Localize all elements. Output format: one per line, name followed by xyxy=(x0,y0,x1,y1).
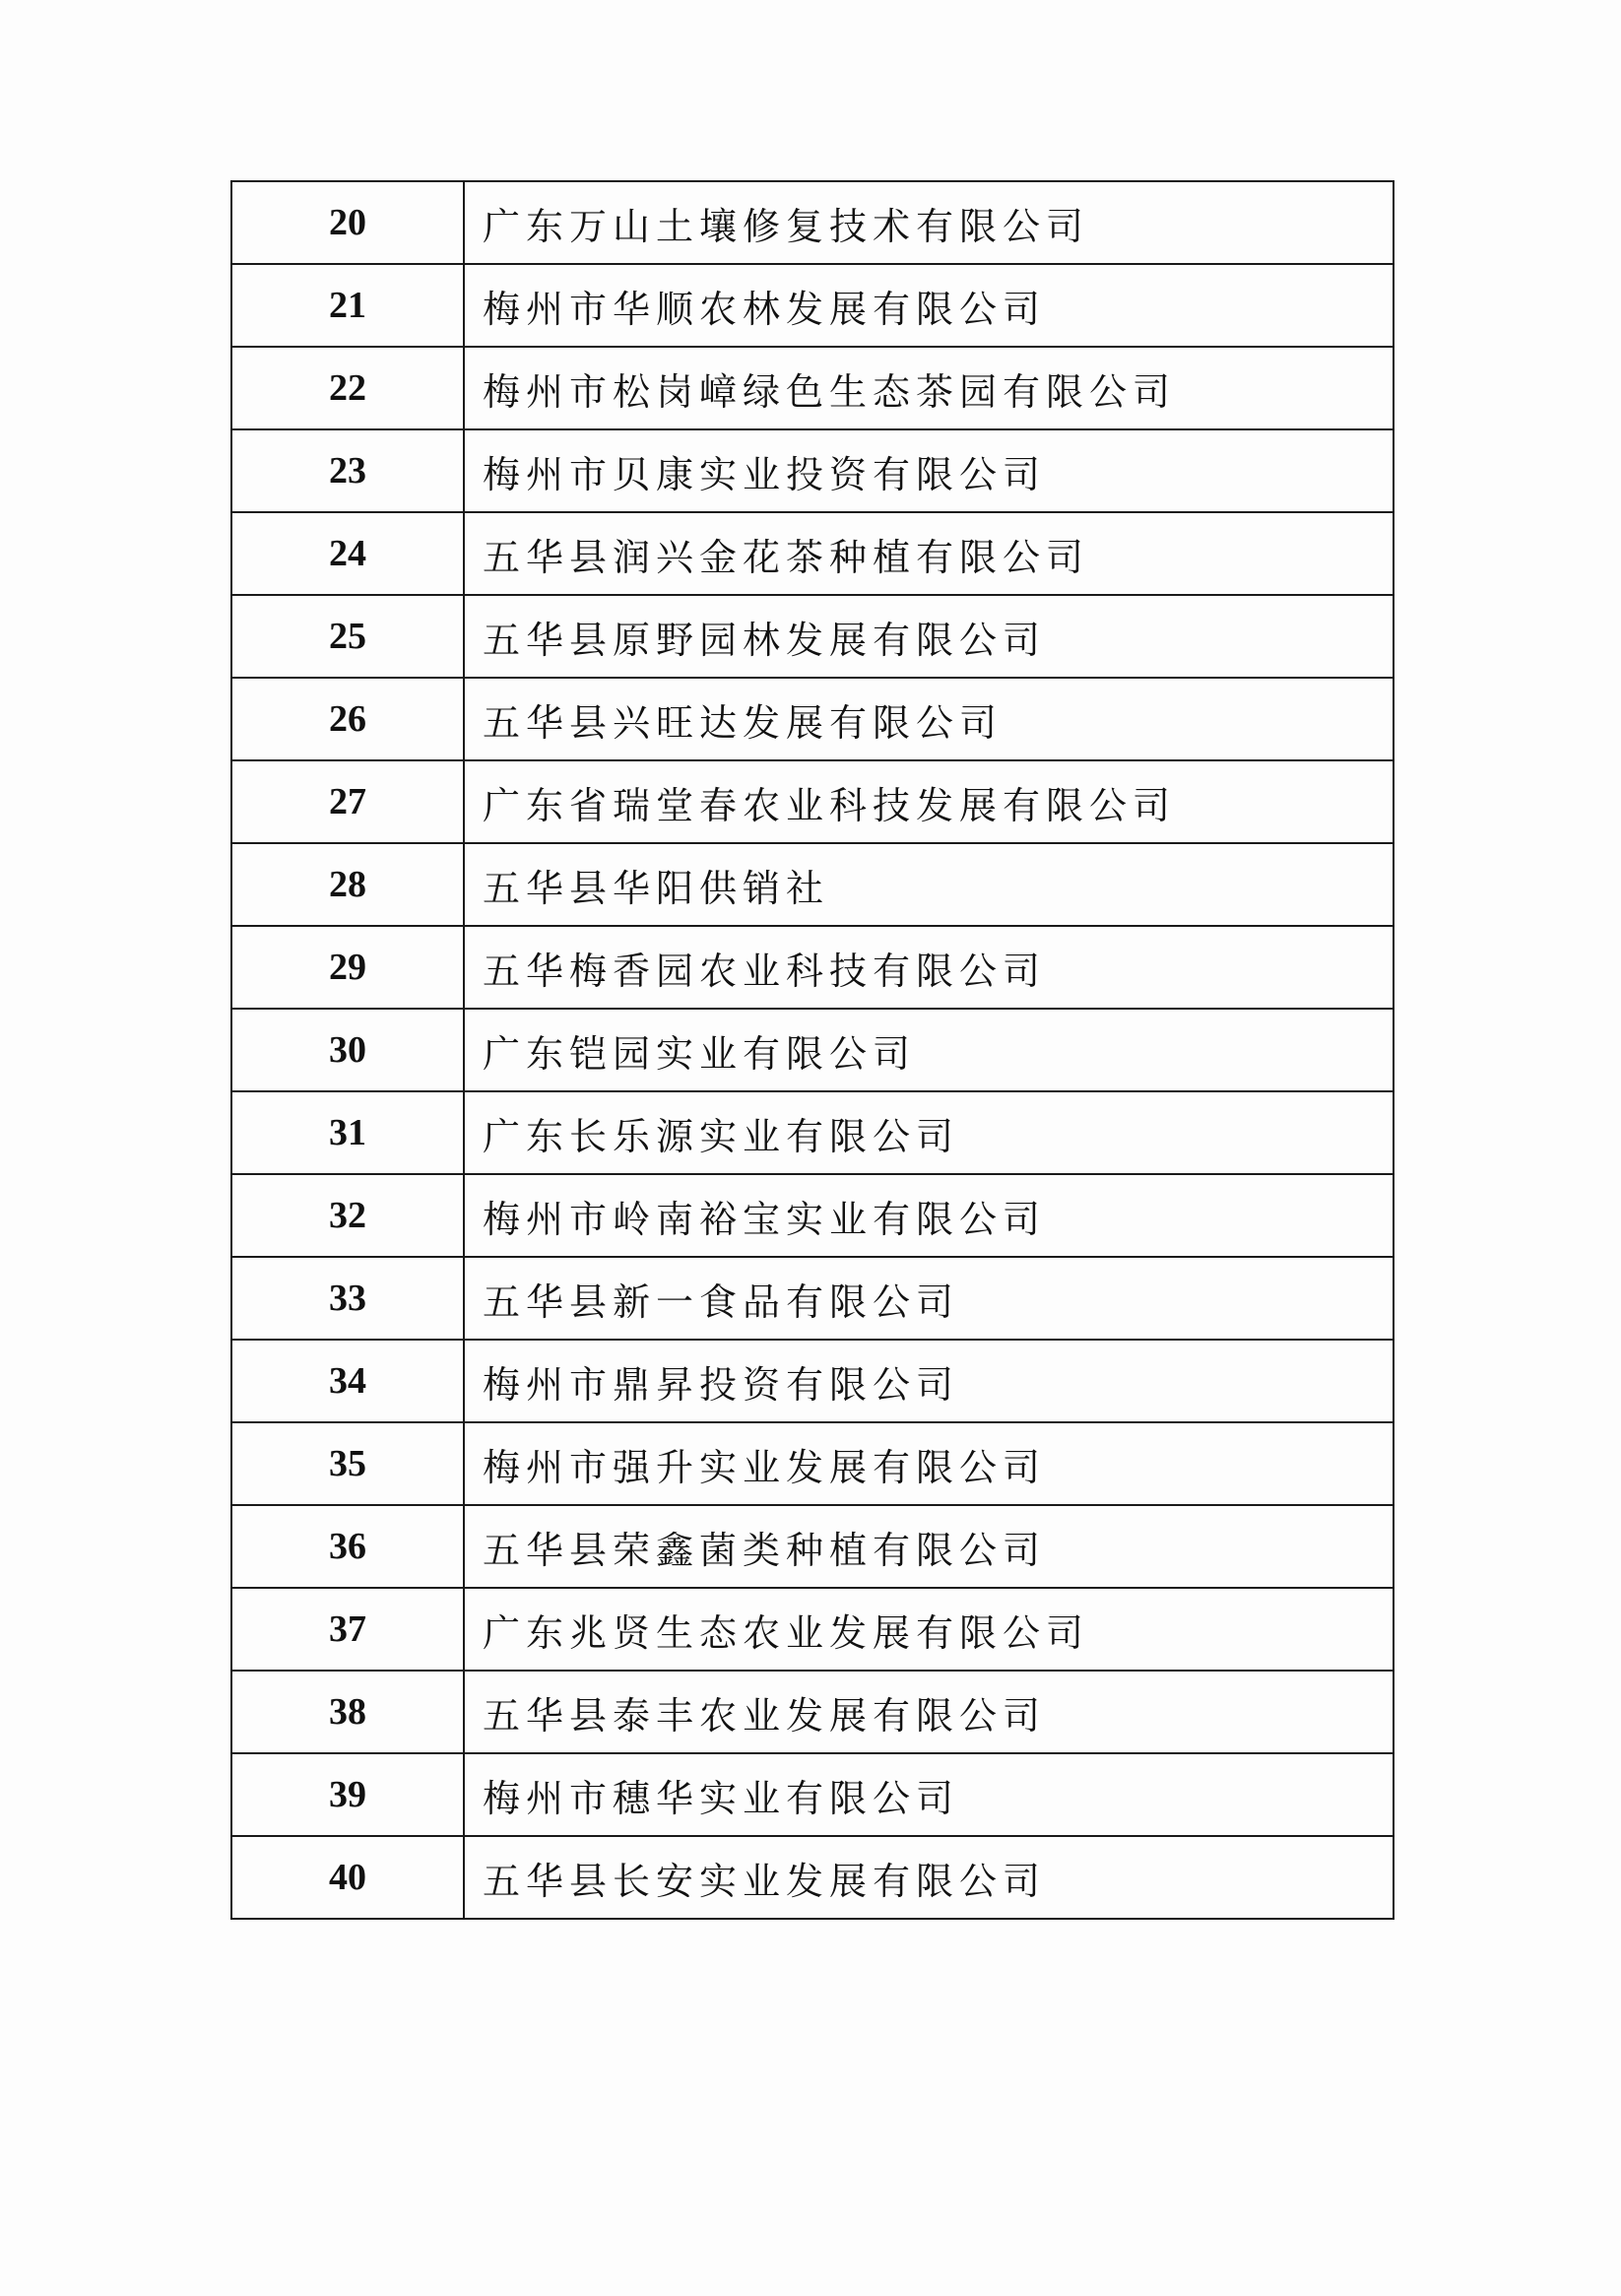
table-row xyxy=(231,1753,1394,1836)
row-number: 31 xyxy=(231,1091,464,1174)
table-row xyxy=(231,926,1394,1009)
row-number: 39 xyxy=(231,1753,464,1836)
company-name: 五华县荣鑫菌类种植有限公司 xyxy=(464,1505,1394,1588)
row-number: 37 xyxy=(231,1588,464,1671)
company-name: 梅州市贝康实业投资有限公司 xyxy=(464,429,1394,512)
company-name: 五华县兴旺达发展有限公司 xyxy=(464,678,1394,760)
company-name: 广东兆贤生态农业发展有限公司 xyxy=(464,1588,1394,1671)
table-row xyxy=(231,1422,1394,1505)
table-row xyxy=(231,512,1394,595)
company-name: 五华梅香园农业科技有限公司 xyxy=(464,926,1394,1009)
row-number: 22 xyxy=(231,347,464,429)
table-row xyxy=(231,595,1394,678)
row-number: 32 xyxy=(231,1174,464,1257)
table-row xyxy=(231,347,1394,429)
row-number: 34 xyxy=(231,1340,464,1422)
company-name: 梅州市强升实业发展有限公司 xyxy=(464,1422,1394,1505)
row-number: 23 xyxy=(231,429,464,512)
company-list-body xyxy=(231,181,1394,1919)
row-number: 24 xyxy=(231,512,464,595)
company-name: 广东省瑞堂春农业科技发展有限公司 xyxy=(464,760,1394,843)
row-number: 29 xyxy=(231,926,464,1009)
table-row xyxy=(231,1671,1394,1753)
row-number: 38 xyxy=(231,1671,464,1753)
table-row xyxy=(231,1588,1394,1671)
company-name: 五华县新一食品有限公司 xyxy=(464,1257,1394,1340)
table-row xyxy=(231,264,1394,347)
row-number: 25 xyxy=(231,595,464,678)
row-number: 33 xyxy=(231,1257,464,1340)
row-number: 27 xyxy=(231,760,464,843)
company-name: 五华县润兴金花茶种植有限公司 xyxy=(464,512,1394,595)
row-number: 28 xyxy=(231,843,464,926)
company-name: 梅州市岭南裕宝实业有限公司 xyxy=(464,1174,1394,1257)
company-name: 梅州市鼎昇投资有限公司 xyxy=(464,1340,1394,1422)
table-row xyxy=(231,843,1394,926)
row-number: 40 xyxy=(231,1836,464,1919)
table-row xyxy=(231,1836,1394,1919)
company-name: 五华县长安实业发展有限公司 xyxy=(464,1836,1394,1919)
row-number: 20 xyxy=(231,181,464,264)
company-list-table xyxy=(230,180,1394,1920)
company-name: 五华县华阳供销社 xyxy=(464,843,1394,926)
company-name: 梅州市华顺农林发展有限公司 xyxy=(464,264,1394,347)
table-row xyxy=(231,1009,1394,1091)
table-row xyxy=(231,678,1394,760)
company-name: 梅州市穗华实业有限公司 xyxy=(464,1753,1394,1836)
table-row xyxy=(231,1257,1394,1340)
row-number: 35 xyxy=(231,1422,464,1505)
table-row xyxy=(231,760,1394,843)
company-name: 五华县原野园林发展有限公司 xyxy=(464,595,1394,678)
company-name: 五华县泰丰农业发展有限公司 xyxy=(464,1671,1394,1753)
company-name: 梅州市松岗嶂绿色生态茶园有限公司 xyxy=(464,347,1394,429)
row-number: 30 xyxy=(231,1009,464,1091)
row-number: 26 xyxy=(231,678,464,760)
table-row xyxy=(231,181,1394,264)
company-name: 广东万山土壤修复技术有限公司 xyxy=(464,181,1394,264)
row-number: 36 xyxy=(231,1505,464,1588)
row-number: 21 xyxy=(231,264,464,347)
table-row xyxy=(231,429,1394,512)
table-row xyxy=(231,1340,1394,1422)
table-row xyxy=(231,1091,1394,1174)
company-name: 广东长乐源实业有限公司 xyxy=(464,1091,1394,1174)
company-name: 广东铠园实业有限公司 xyxy=(464,1009,1394,1091)
table-row xyxy=(231,1174,1394,1257)
table-row xyxy=(231,1505,1394,1588)
